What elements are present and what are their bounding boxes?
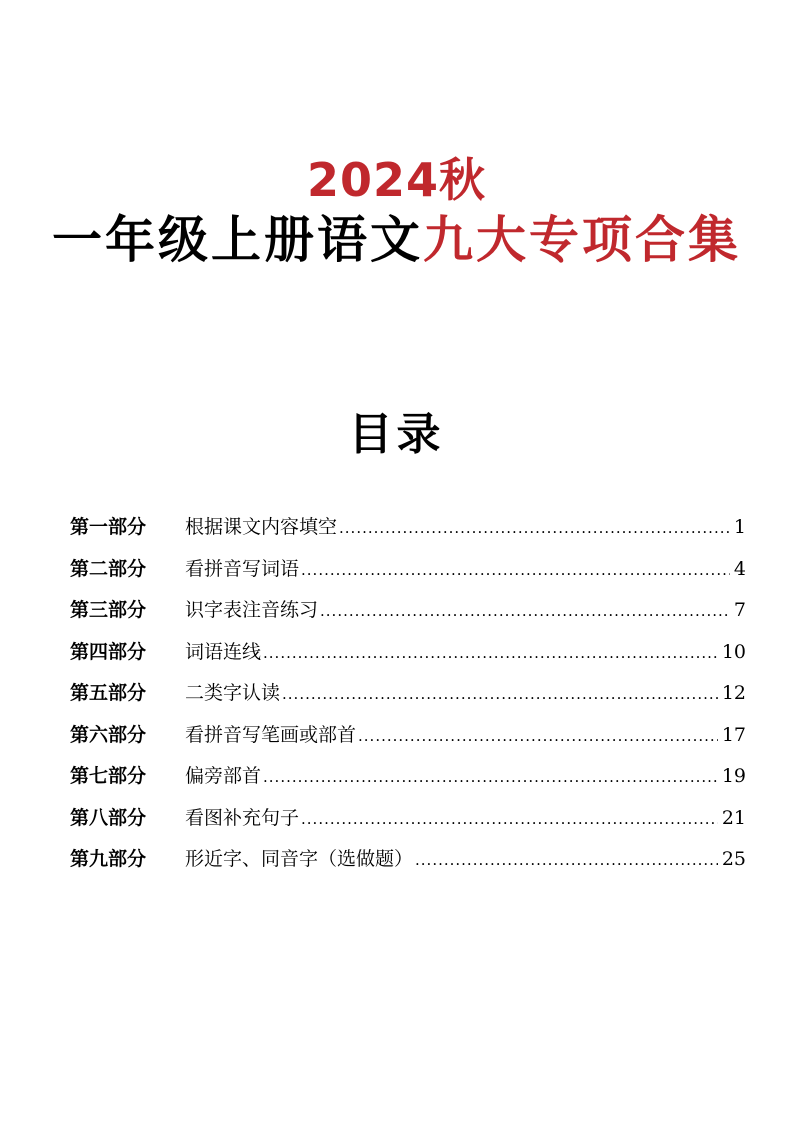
toc-leader-dots bbox=[282, 685, 718, 703]
toc-leader-dots bbox=[263, 768, 718, 786]
toc-leader-dots bbox=[320, 602, 730, 620]
toc-page-number: 7 bbox=[733, 599, 746, 621]
toc-entry-title: 形近字、同音字（选做题） bbox=[185, 848, 414, 870]
toc-entry-title: 词语连线 bbox=[185, 640, 262, 663]
toc-entry[interactable] bbox=[70, 803, 750, 845]
toc-entry[interactable] bbox=[70, 678, 750, 720]
toc-part-label: 第九部分 bbox=[70, 848, 147, 870]
toc-part-label: 第四部分 bbox=[70, 640, 147, 663]
title-red-part: 九大专项合集 bbox=[423, 211, 741, 269]
toc-page-number: 1 bbox=[733, 516, 746, 538]
toc-entry-title: 看拼音写笔画或部首 bbox=[185, 723, 357, 746]
toc-entry[interactable] bbox=[70, 595, 750, 637]
toc-page-number: 25 bbox=[721, 848, 746, 870]
toc-entry-title: 识字表注音练习 bbox=[185, 599, 319, 621]
toc-entry[interactable] bbox=[70, 554, 750, 596]
toc-leader-dots bbox=[358, 727, 718, 745]
title-black-part: 一年级上册语文 bbox=[52, 211, 423, 269]
toc-page-number: 12 bbox=[721, 682, 746, 704]
toc-part-label: 第一部分 bbox=[70, 516, 147, 538]
toc-part-label: 第八部分 bbox=[70, 806, 147, 829]
toc-page-number: 4 bbox=[733, 557, 746, 580]
toc-entry-title: 偏旁部首 bbox=[185, 765, 262, 787]
toc-entry[interactable] bbox=[70, 761, 750, 803]
toc-page-number: 21 bbox=[721, 806, 746, 829]
toc-entry[interactable] bbox=[70, 720, 750, 762]
toc-heading: 目录 bbox=[348, 409, 445, 460]
toc-leader-dots bbox=[301, 561, 730, 579]
toc-part-label: 第六部分 bbox=[70, 723, 147, 746]
toc-entry[interactable] bbox=[70, 637, 750, 679]
toc-page-number: 17 bbox=[721, 723, 746, 746]
toc-page-number: 10 bbox=[721, 640, 746, 663]
toc-entry[interactable] bbox=[70, 512, 750, 554]
title-year: 2024秋 bbox=[306, 153, 487, 207]
toc-entry-title: 二类字认读 bbox=[185, 682, 281, 704]
toc-entry[interactable] bbox=[70, 844, 750, 886]
table-of-contents bbox=[70, 512, 750, 886]
document-title bbox=[0, 208, 793, 272]
toc-part-label: 第二部分 bbox=[70, 557, 147, 580]
toc-entry-title: 看拼音写词语 bbox=[185, 557, 300, 580]
toc-leader-dots bbox=[339, 519, 730, 537]
toc-leader-dots bbox=[415, 851, 718, 869]
toc-part-label: 第五部分 bbox=[70, 682, 147, 704]
toc-entry-title: 根据课文内容填空 bbox=[185, 516, 338, 538]
toc-page-number: 19 bbox=[721, 765, 746, 787]
toc-part-label: 第三部分 bbox=[70, 599, 147, 621]
toc-leader-dots bbox=[301, 810, 718, 828]
toc-part-label: 第七部分 bbox=[70, 765, 147, 787]
toc-leader-dots bbox=[263, 644, 718, 662]
toc-entry-title: 看图补充句子 bbox=[185, 806, 300, 829]
